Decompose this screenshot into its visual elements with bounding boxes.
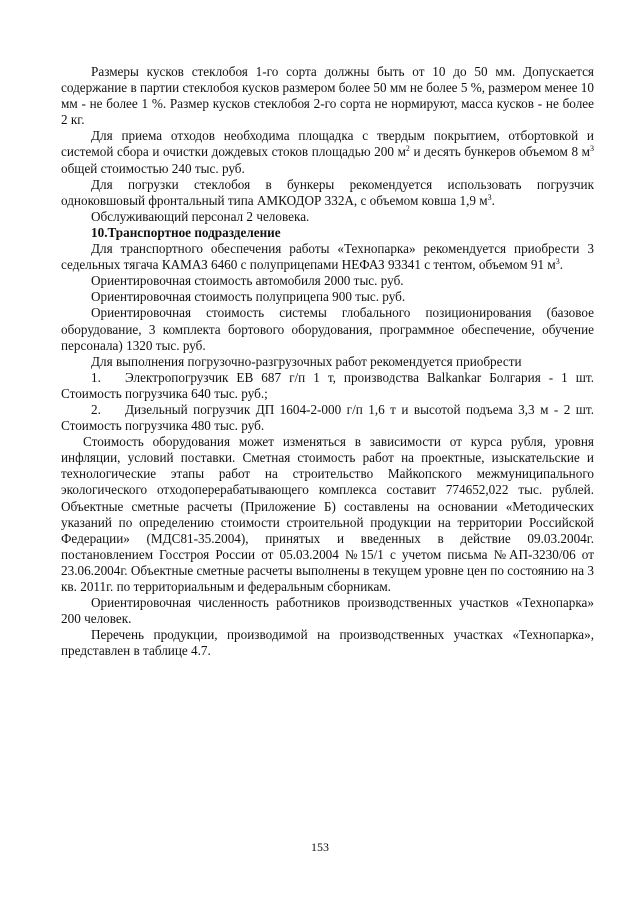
list-item (61, 402, 594, 434)
list-number: 2. (91, 401, 101, 417)
text-run: . (559, 257, 564, 273)
paragraph-loader (61, 177, 594, 209)
paragraph-products: Перечень продукции, производимой на производственных участках «Технопарка», представлен в таблице 4.7. (61, 627, 594, 659)
paragraph-transport (61, 241, 594, 273)
paragraph-headcount: Ориентировочная численность работников производственных участков «Технопарка» 200 человек. (61, 595, 594, 627)
paragraph-loading-works: Для выполнения погрузочно-разгрузочных работ рекомендуется приобрести (91, 353, 522, 369)
paragraph-gps-cost: Ориентировочная стоимость системы глобального позиционирования (базовое оборудование, 3 комплекта бортового оборудования, программное обеспечение, обучение персонала) 1320 тыс. руб. (61, 305, 594, 353)
paragraph-glass-sizes: Размеры кусков стеклобоя 1-го сорта должны быть от 10 до 50 мм. Допускается содержание в партии стеклобоя кусков размером более 50 мм не более 5 %, размером менее 10 мм - не более 1 %. Размер кусков стеклобоя 2-го сорта не нормируют, масса кусков - не более 2 кг. (61, 64, 594, 128)
list-number: 1. (91, 369, 101, 385)
paragraph-reception-site (61, 128, 594, 176)
paragraph-vehicle-cost: Ориентировочная стоимость автомобиля 2000 тыс. руб. (91, 273, 404, 289)
text-run: Для погрузки стеклобоя в бункеры рекомендуется использовать погрузчик одноковшовый фронтальный типа АМКОДОР 332А, с объемом ковша 1,9 м (61, 176, 594, 208)
superscript: 3 (487, 192, 492, 202)
paragraph-estimate: Стоимость оборудования может изменяться в зависимости от курса рубля, уровня инфляции, условий поставки. Сметная стоимость работ на проектные, изыскательские и технологические этапы работ на строительство Майкопского межмуниципального экологического отходоперерабатывающего комплекса составит 774652,022 тыс. рублей. Объектные сметные расчеты (Приложение Б) составлены на основании «Методических указаний по определению стоимости строительной продукции на территории Российской Федерации» (МДС81-35.2004), принятых и введенных в действие 09.03.2004г. постановлением Госстроя России от 05.03.2004 №15/1 с учетом письма №АП-3230/06 от 23.06.2004г. Объектные сметные расчеты выполнены в текущем уровне цен по состоянию на 3 кв. 2011г. по территориальным и федеральным сборникам. (61, 434, 594, 594)
list-text: Электропогрузчик ЕВ 687 г/п 1 т, производства Balkankar Болгария - 1 шт. Стоимость погрузчика 640 тыс. руб.; (61, 369, 594, 401)
superscript: 2 (405, 144, 410, 154)
paragraph-staff: Обслуживающий персонал 2 человека. (91, 208, 310, 224)
text-run: Для приема отходов необходима площадка с твердым покрытием, отбортовкой и системой сбора и очистки дождевых стоков площадью 200 м (61, 128, 594, 160)
list-text: Дизельный погрузчик ДП 1604-2-000 г/п 1,6 т и высотой подъема 3,3 м - 2 шт. Стоимость погрузчика 480 тыс. руб. (61, 401, 594, 434)
page-number: 153 (311, 840, 329, 854)
text-run: . (491, 192, 495, 208)
superscript: 3 (555, 257, 560, 267)
text-run: Для транспортного обеспечения работы «Технопарка» рекомендуется приобрести 3 седельных тягача КАМАЗ 6460 с полуприцепами НЕФАЗ 93341 с тентом, объемом 91 м (61, 241, 594, 273)
superscript: 3 (590, 144, 595, 154)
paragraph-trailer-cost: Ориентировочная стоимость полуприцепа 900 тыс. руб. (91, 289, 406, 305)
section-heading: 10.Транспортное подразделение (91, 224, 281, 240)
text-run: общей стоимостью 240 тыс. руб. (61, 160, 245, 176)
text-run: и десять бункеров объемом 8 м (409, 144, 591, 160)
document-body (61, 64, 594, 659)
list-item (61, 370, 594, 402)
